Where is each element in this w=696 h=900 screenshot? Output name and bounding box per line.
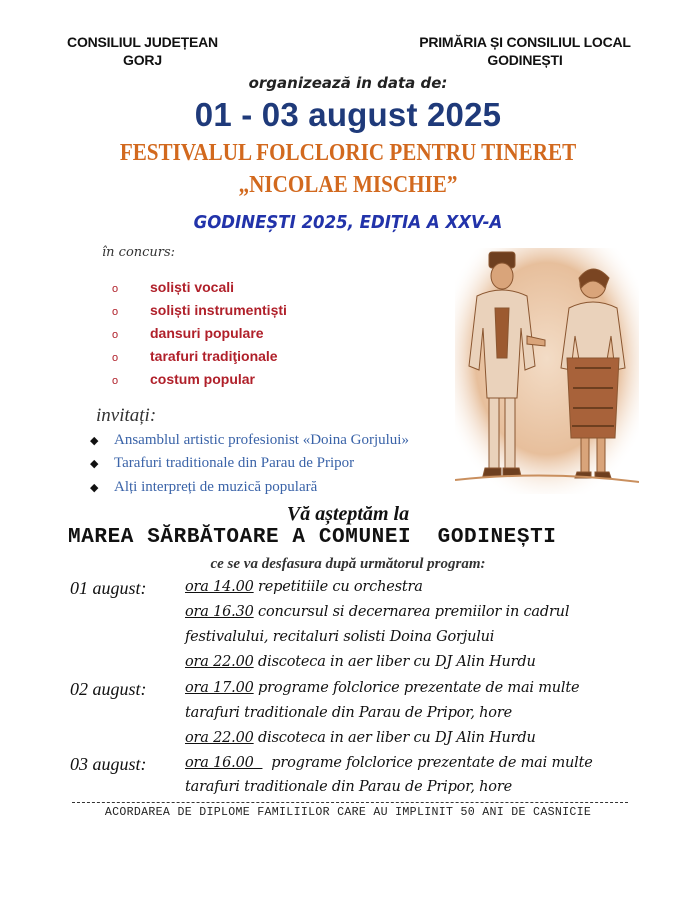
circle-bullet-icon: o [112,283,119,295]
day-label-1: 01 august: [70,578,147,598]
program-line: ora 16.00 programe folclorice prezentate de mai multe [185,755,593,771]
guests-label: invitați: [96,405,157,426]
folk-couple-photo [455,248,639,494]
program-line: ora 17.00 programe folclorice prezentate de mai multe [185,680,580,696]
diamond-bullet-icon: ◆ [90,435,99,447]
guest-item: ◆ Tarafuri traditionale din Parau de Pripor [90,452,354,474]
competition-item: o costum popular [112,369,255,389]
program-line: ora 22.00 discoteca in aer liber cu DJ Alin Hurdu [185,730,536,746]
day-label-3: 03 august: [70,754,147,774]
festival-title-line1: FESTIVALUL FOLCLORIC PENTRU TINERET [119,140,577,166]
organizer-left-line1: CONSILIUL JUDEȚEAN [67,34,218,50]
time-label: ora 16.00 [185,755,263,771]
day-label-2: 02 august: [70,679,147,699]
competition-item: o soliști instrumentiști [112,300,287,320]
dashed-separator [72,802,628,803]
circle-bullet-icon: o [112,352,119,364]
circle-bullet-icon: o [112,375,119,387]
program-line: ora 22.00 discoteca in aer liber cu DJ Alin Hurdu [185,654,536,670]
time-label: ora 14.00 [185,579,254,595]
festival-edition: GODINEȘTI 2025, EDIȚIA A XXV-A [193,212,503,233]
program-intro: ce se va desfasura după următorul program: [210,556,486,572]
competition-item: o dansuri populare [112,323,264,343]
program-line: ora 14.00 repetitiile cu orchestra [185,579,423,595]
competition-label: în concurs: [102,245,176,260]
diamond-bullet-icon: ◆ [90,458,99,470]
footer-note: ACORDAREA DE DIPLOME FAMILIILOR CARE AU IMPLINIT 50 ANI DE CASNICIE [104,806,592,819]
event-date: 01 - 03 august 2025 [194,96,502,133]
program-line: ora 16.30 concursul si decernarea premiilor in cadrul [185,604,570,620]
competition-item: o soliști vocali [112,277,234,297]
guest-item: ◆ Ansamblul artistic profesionist «Doina Gorjului» [90,429,409,451]
time-label: ora 17.00 [185,680,254,696]
program-line: festivalului, recitaluri solisti Doina Gorjului [185,629,495,645]
guest-item: ◆ Alți interpreți de muzică populară [90,476,317,498]
circle-bullet-icon: o [112,306,119,318]
time-label: ora 16.30 [185,604,254,620]
organizer-left-line2: GORJ [123,52,162,68]
time-label: ora 22.00 [185,730,254,746]
circle-bullet-icon: o [112,329,119,341]
organizer-county-council [55,33,230,69]
diamond-bullet-icon: ◆ [90,482,99,494]
organizer-local-council [410,33,640,69]
organizer-right-line2: GODINEȘTI [487,52,563,68]
invite-line: Vă așteptăm la [286,503,410,525]
organizer-right-line1: PRIMĂRIA ȘI CONSILIUL LOCAL [419,34,631,50]
time-label: ora 22.00 [185,654,254,670]
celebration-title: MAREA SĂRBĂTOARE A COMUNEI GODINEȘTI [68,526,557,549]
competition-item: o tarafuri tradiţionale [112,346,278,366]
program-line: tarafuri traditionale din Parau de Pripor, hore [185,779,512,795]
festival-title-line2: „NICOLAE MISCHIE” [238,172,458,198]
program-line: tarafuri traditionale din Parau de Pripor, hore [185,705,512,721]
organizes-line: organizează in data de: [248,74,448,92]
